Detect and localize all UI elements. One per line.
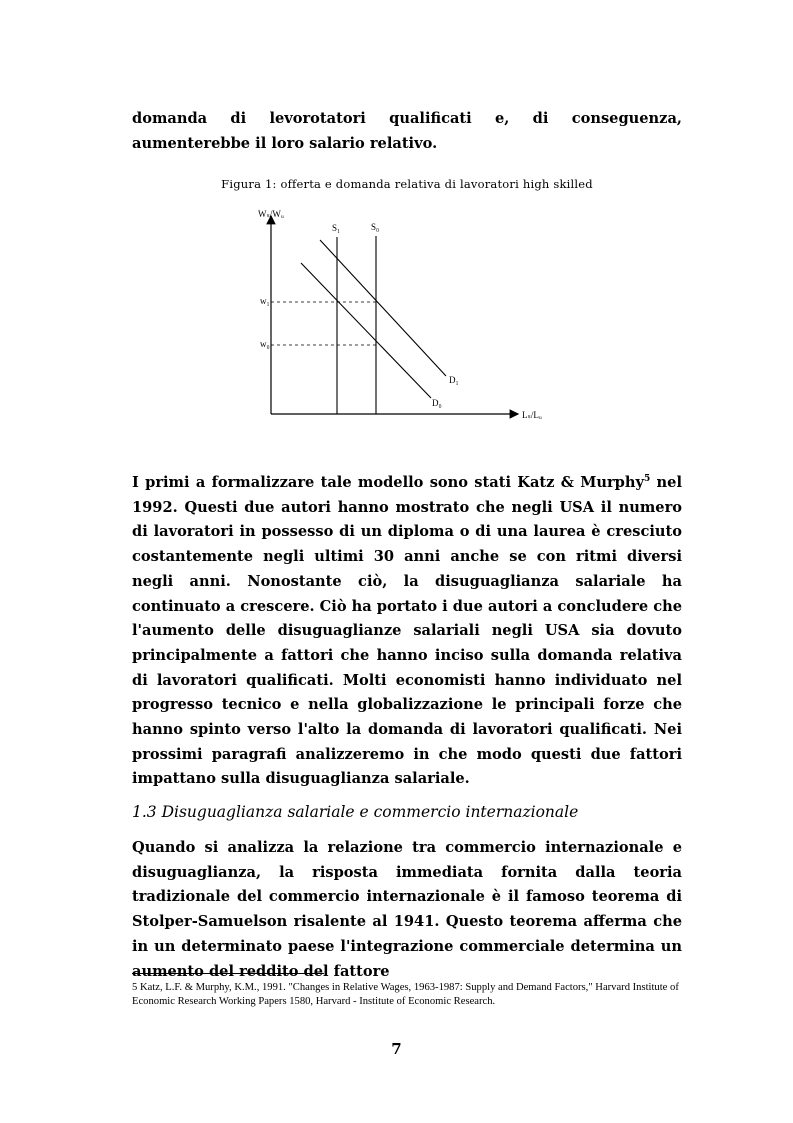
- demand-line-d1: [320, 240, 446, 376]
- section-heading: 1.3 Disuguaglianza salariale e commercio internazionale: [132, 803, 579, 821]
- demand-label-d1: D₁: [449, 375, 459, 385]
- demand-label-d0: D₀: [432, 398, 442, 408]
- wage-label-w0: w₀: [260, 339, 270, 349]
- intro-paragraph: domanda di levorotatori qualificati e, di conseguenza, aumenterebbe il loro salario relativo.: [132, 110, 682, 152]
- footnote-divider: [132, 973, 324, 974]
- katz-murphy-text-start: I primi a formalizzare tale modello sono stati Katz & Murphy: [132, 474, 644, 491]
- y-axis-label: Wₛ/Wᵤ: [258, 209, 284, 219]
- supply-demand-figure: [250, 200, 560, 430]
- katz-murphy-paragraph: [132, 471, 682, 792]
- katz-murphy-text-end: nel 1992. Questi due autori hanno mostrato che negli USA il numero di lavoratori in possesso di un diploma o di una laurea è cresciuto costantemente negli ultimi 30 anni anche se con ritmi diversi negli anni. Nonostante ciò, la disuguaglianza salariale ha continuato a crescere. Ciò ha portato i due autori a concludere che l'aumento delle disuguaglianze salariali negli USA sia dovuto principalmente a fattori che hanno inciso sulla domanda relativa di lavoratori qualificati. Molti economisti hanno individuato nel progresso tecnico e nella globalizzazione le principali forze che hanno spinto verso l'alto la domanda di lavoratori qualificati. Nei prossimi paragrafi analizzeremo in che modo questi due fattori impattano sulla disuguaglianza salariale.: [132, 474, 682, 788]
- x-axis-label: Lₛ/Lᵤ: [522, 410, 542, 420]
- figure-caption: Figura 1: offerta e domanda relativa di lavoratori high skilled: [221, 177, 593, 191]
- trade-paragraph: Quando si analizza la relazione tra commercio internazionale e disuguaglianza, la risposta immediata fornita dalla teoria tradizionale del commercio internazionale è il famoso teorema di Stolper-Samuelson risalente al 1941. Questo teorema afferma che in un determinato paese l'integrazione commerciale determina un aumento del reddito del fattore: [132, 839, 682, 980]
- footnote: 5 Katz, L.F. & Murphy, K.M., 1991. "Changes in Relative Wages, 1963-1987: Supply and Demand Factors," Harvard Institute of Economic Research Working Papers 1580, Harvard - Institute of Economic Research.: [132, 982, 679, 1007]
- supply-label-s1: S₁: [332, 223, 341, 233]
- supply-label-s0: S₀: [371, 222, 380, 232]
- page-number: 7: [391, 1040, 402, 1058]
- footnote-reference[interactable]: 5: [643, 474, 651, 485]
- demand-line-d0: [301, 263, 431, 398]
- wage-label-w1: w₁: [260, 296, 270, 306]
